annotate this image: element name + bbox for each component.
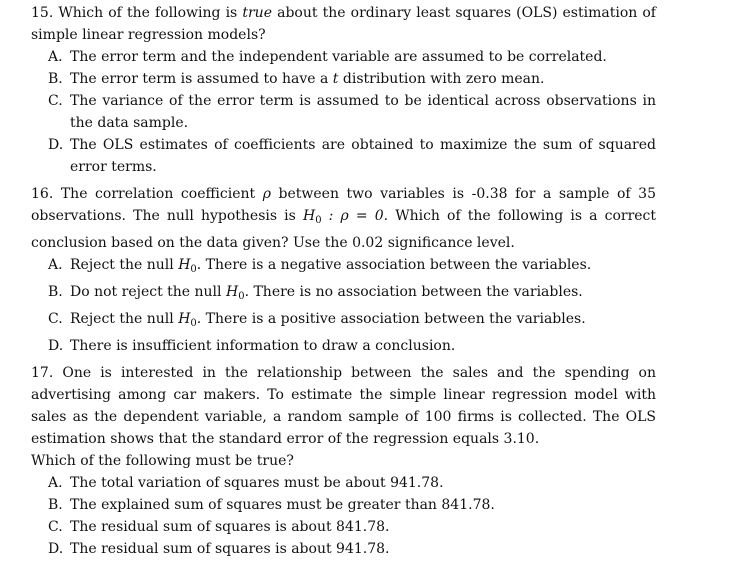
math-subscript: 0	[190, 318, 197, 329]
question-15	[31, 2, 656, 178]
option-text	[70, 308, 656, 335]
option-letter: C.	[48, 311, 63, 327]
question-16	[31, 183, 656, 357]
question-number: 16.	[31, 186, 54, 202]
stem-text: about the ordinary least squares (OLS) estimation of simple linear regression models?	[31, 5, 656, 43]
option-a[interactable]	[48, 46, 656, 68]
option-text-part: Reject the null	[70, 311, 179, 327]
option-text-part: Reject the null	[70, 257, 179, 273]
option-letter: A.	[48, 257, 63, 273]
option-d[interactable]	[48, 335, 656, 357]
option-letter: D.	[48, 541, 64, 557]
option-letter: C.	[48, 519, 63, 535]
question-number: 15.	[31, 5, 54, 21]
math-null-expression: : ρ = 0	[321, 208, 384, 224]
option-text-part: . There is a positive association between the variables.	[196, 311, 586, 327]
option-text	[70, 68, 656, 90]
math-h0	[303, 208, 322, 224]
stem-text: Which of the following is	[58, 5, 243, 21]
option-letter: B.	[48, 284, 63, 300]
option-text	[70, 254, 656, 281]
option-text: The variance of the error term is assumed to be identical across observations in the data sample.	[70, 93, 656, 131]
option-text: The total variation of squares must be about 941.78.	[70, 475, 444, 491]
question-15-options	[31, 46, 656, 178]
option-text-part: The error term is assumed to have a	[70, 71, 333, 87]
option-c[interactable]	[48, 90, 656, 134]
option-text-part: . There is no association between the variables.	[244, 284, 583, 300]
math-h: H	[302, 208, 316, 224]
stem-text: One is interested in the relationship between the sales and the spending on advertising among car makers. To estimate the simple linear regression model with sales as the dependent variable, a random sample of 100 firms is collected. The OLS estimation shows that the standard error of the regression equals 3.10.	[31, 365, 656, 447]
option-text: There is insufficient information to draw a conclusion.	[70, 338, 456, 354]
option-b[interactable]	[48, 68, 656, 90]
question-17-options	[31, 472, 656, 560]
math-h: H	[178, 311, 191, 327]
stem-text: . Which of the following is a correct conclusion based on the data given? Use the 0.02 significance level.	[31, 208, 657, 251]
question-17-stem	[31, 362, 656, 450]
math-subscript: 0	[190, 264, 197, 275]
option-letter: D.	[48, 338, 64, 354]
option-text: The error term and the independent variable are assumed to be correlated.	[70, 49, 607, 65]
option-letter: A.	[48, 475, 63, 491]
option-text-part: distribution with zero mean.	[338, 71, 545, 87]
question-16-options	[31, 254, 656, 357]
option-letter: C.	[48, 93, 63, 109]
option-text: The residual sum of squares is about 841.78.	[70, 519, 390, 535]
option-letter: A.	[48, 49, 63, 65]
math-h: H	[178, 257, 191, 273]
stem-text: between two variables is -0.38 for a sample of 35 observations. The null hypothesis is	[31, 186, 656, 224]
option-text-part: Do not reject the null	[70, 284, 226, 300]
option-a[interactable]	[48, 254, 656, 281]
math-h0	[178, 311, 197, 327]
question-16-stem	[31, 183, 656, 254]
option-text	[70, 281, 656, 308]
option-a[interactable]	[48, 472, 656, 494]
option-d[interactable]	[48, 134, 656, 178]
math-subscript: 0	[315, 215, 322, 226]
option-letter: B.	[48, 497, 63, 513]
option-letter: D.	[48, 137, 64, 153]
option-text: The residual sum of squares is about 941.78.	[70, 541, 390, 557]
question-17-prompt: Which of the following must be true?	[31, 453, 294, 469]
option-text: The OLS estimates of coefficients are obtained to maximize the sum of squared error terms.	[70, 137, 656, 175]
math-subscript: 0	[238, 291, 245, 302]
option-b[interactable]	[48, 494, 656, 516]
math-h0	[178, 257, 197, 273]
question-number: 17.	[31, 365, 54, 381]
math-h: H	[225, 284, 239, 300]
question-17	[31, 362, 656, 560]
math-rho: ρ	[262, 186, 271, 202]
option-text-part: . There is a negative association between the variables.	[196, 257, 592, 273]
option-c[interactable]	[48, 516, 656, 538]
math-t: t	[332, 71, 339, 87]
stem-text: The correlation coefficient	[60, 186, 263, 202]
option-text: The explained sum of squares must be greater than 841.78.	[70, 497, 495, 513]
option-c[interactable]	[48, 308, 656, 335]
option-b[interactable]	[48, 281, 656, 308]
option-d[interactable]	[48, 538, 656, 560]
math-h0	[226, 284, 245, 300]
option-letter: B.	[48, 71, 63, 87]
question-15-stem	[31, 2, 656, 46]
stem-emphasis: true	[242, 5, 272, 21]
